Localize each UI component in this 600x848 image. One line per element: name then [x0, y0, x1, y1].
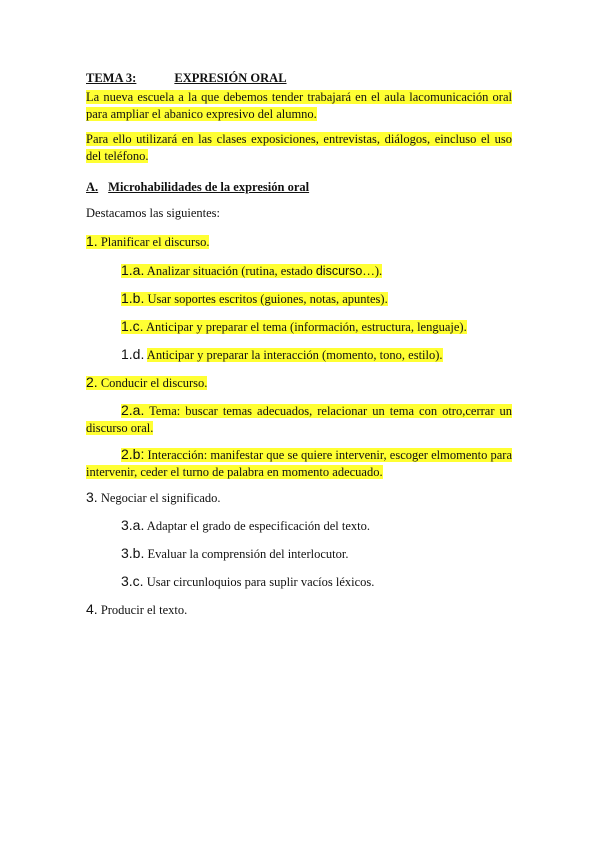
intro-paragraph-1 [86, 89, 512, 122]
item-text: Evaluar la comprensión del interlocutor. [147, 547, 349, 561]
item-text: Interacción: manifestar que se quiere intervenir, escoger elmomento para intervenir, ceder el turno de palabra en momento adecuado. [86, 448, 513, 479]
item-text: Anticipar y preparar el tema (información, estructura, lenguaje). [146, 320, 467, 334]
item-number: 1.d. [121, 346, 145, 362]
section-letter: A. [86, 180, 99, 194]
list-item [121, 517, 370, 534]
list-item [121, 318, 467, 335]
title-text: EXPRESIÓN ORAL [174, 71, 287, 85]
item-number: 3. [86, 489, 98, 505]
list-item [121, 346, 443, 363]
item-text: Negociar el significado. [100, 491, 221, 505]
title-label: TEMA 3: [86, 71, 137, 85]
item-number: 1.c. [121, 318, 144, 334]
item-number: 2.b: [121, 446, 145, 462]
list-item [86, 374, 207, 391]
item-text-end: …). [362, 264, 383, 278]
item-text: Producir el texto. [100, 603, 188, 617]
list-item [86, 489, 221, 506]
item-text-emphasis: discurso [315, 264, 363, 278]
item-text: Usar soportes escritos (guiones, notas, apuntes). [147, 292, 388, 306]
section-title: Microhabilidades de la expresión oral [108, 180, 310, 194]
intro-text-1: La nueva escuela a la que debemos tender trabajará en el aula lacomunicación oral para ampliar el abanico expresivo del alumno. [86, 90, 512, 121]
item-number: 1.a. [121, 262, 145, 278]
list-item [121, 262, 382, 279]
list-item [86, 402, 512, 436]
item-text: Adaptar el grado de especificación del texto. [146, 519, 370, 533]
item-number: 3.b. [121, 545, 145, 561]
list-item [86, 601, 187, 618]
item-number: 3.a. [121, 517, 145, 533]
item-number: 3.c. [121, 573, 144, 589]
item-number: 4. [86, 601, 98, 617]
item-number: 1.b. [121, 290, 145, 306]
item-text: Anticipar y preparar la interacción (momento, tono, estilo). [146, 348, 443, 362]
item-text: Usar circunloquios para suplir vacíos léxicos. [146, 575, 375, 589]
intro-text-2: Para ello utilizará en las clases exposiciones, entrevistas, diálogos, eincluso el uso del teléfono. [86, 132, 512, 163]
intro-paragraph-2 [86, 131, 512, 164]
list-item [86, 233, 209, 250]
item-text: Analizar situación (rutina, estado [146, 264, 316, 278]
list-item [121, 290, 388, 307]
item-number: 2. [86, 374, 98, 390]
list-item [86, 446, 512, 480]
page-title [86, 71, 287, 86]
item-number: 2.a. [121, 402, 145, 418]
section-heading [86, 179, 309, 195]
item-text: Tema: buscar temas adecuados, relacionar un tema con otro,cerrar un discurso oral. [86, 404, 512, 435]
list-item [121, 573, 374, 590]
item-text: Planificar el discurso. [100, 235, 210, 249]
item-number: 1. [86, 233, 98, 249]
item-text: Conducir el discurso. [100, 376, 208, 390]
list-item [121, 545, 348, 562]
lead-text: Destacamos las siguientes: [86, 206, 220, 220]
